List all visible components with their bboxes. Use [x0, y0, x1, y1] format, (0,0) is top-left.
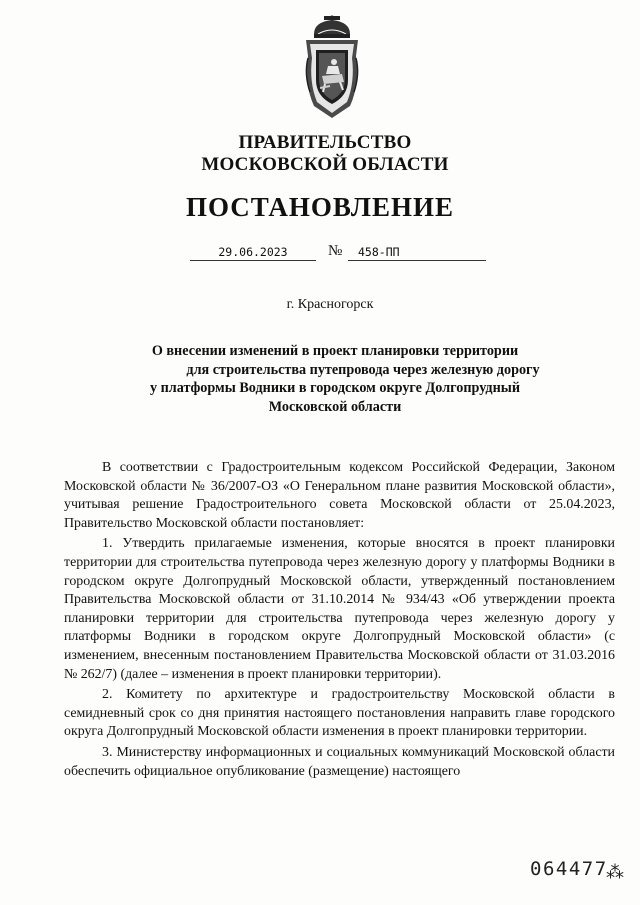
government-line-1: ПРАВИТЕЛЬСТВО: [238, 132, 412, 153]
decree-title: [100, 342, 570, 416]
government-name: [0, 132, 640, 176]
city-name: г. Красногорск: [286, 297, 374, 312]
paragraph-item-2: 2. Комитету по архитектуре и градостроительству Московской области в семидневный срок со дня принятия настоящего постановления направить главе городского округа Долгопрудный Московской области изменения в проект планировки территории.: [64, 687, 615, 740]
number-sign: №: [328, 243, 343, 259]
title-line-1: О внесении изменений в проект планировки территории: [151, 343, 519, 359]
serial-number: 064477: [530, 858, 608, 880]
title-line-3: у платформы Водники в городском округе Долгопрудный: [149, 380, 521, 396]
registration-line: [0, 244, 640, 264]
paragraph-preamble: В соответствии с Градостроительным кодексом Российской Федерации, Законом Московской области № 36/2007-ОЗ «О Генеральном плане развития Московской области», учитывая решение Градостроительного совета Московской области от 25.04.2023, Правительство Московской области постановляет:: [64, 460, 615, 531]
decree-date: 29.06.2023: [190, 245, 316, 261]
title-line-4: Московской области: [268, 398, 402, 415]
decree-body: [64, 459, 615, 783]
decree-number: 458-ПП: [348, 245, 486, 261]
asterism-mark: ⁂: [606, 862, 624, 883]
document-type-heading: ПОСТАНОВЛЕНИЕ: [185, 192, 455, 222]
paragraph-item-1: 1. Утвердить прилагаемые изменения, которые вносятся в проект планировки территории для строительства путепровода через железную дорогу у платформы Водники в городском округе Долгопрудный Московской области, утвержденный постановлением Правительства Московской области от 31.10.2014 № 934/43 «Об утверждении проекта планировки территории для строительства путепровода через железную дорогу у платформы Водники в городском округе Долгопрудный Московской области» (с изменением, внесенным постановлением Правительства Московской области от 31.03.2016 № 262/7) (далее – изменения в проект планировки территории).: [64, 536, 615, 682]
government-line-2: МОСКОВСКОЙ ОБЛАСТИ: [201, 154, 449, 175]
paragraph-item-3: 3. Министерству информационных и социальных коммуникаций Московской области обеспечить официальное опубликование (размещение) настоящего: [64, 744, 615, 779]
coat-of-arms-icon: [300, 14, 364, 120]
title-line-2: для строительства путепровода через железную дорогу: [186, 361, 540, 378]
